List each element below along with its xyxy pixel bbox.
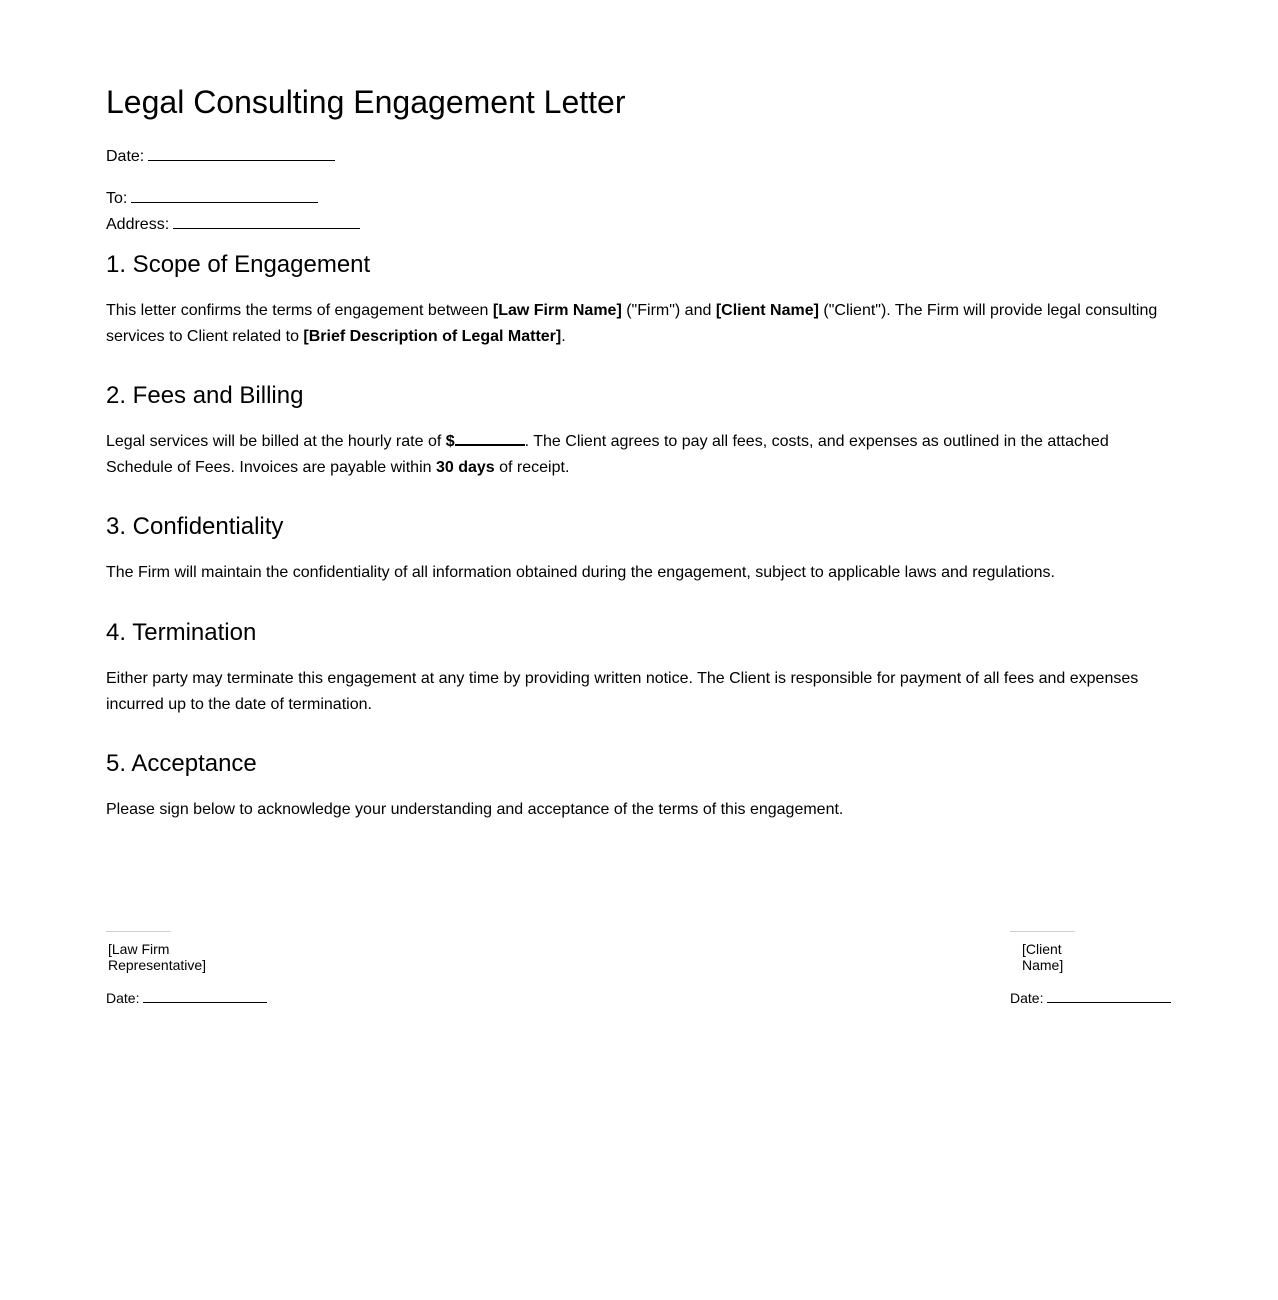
legal-matter-placeholder: [Brief Description of Legal Matter] xyxy=(303,328,562,345)
section-heading-termination: 4. Termination xyxy=(106,619,257,646)
hourly-rate-blank[interactable] xyxy=(455,430,525,446)
section-heading-confidentiality: 3. Confidentiality xyxy=(106,513,284,540)
text: of receipt. xyxy=(494,459,570,476)
section-body-termination: Either party may terminate this engagement at any time by providing written notice. The Client is responsible for payment of all fees and expenses incurred up to the date of termination. xyxy=(106,670,1139,713)
section-body-acceptance: Please sign below to acknowledge your understanding and acceptance of the terms of this engagement. xyxy=(106,801,844,818)
signature-date-label: Date: xyxy=(106,990,140,1006)
signature-date-label: Date: xyxy=(1010,990,1044,1006)
text: Legal services will be billed at the hourly rate of xyxy=(106,433,446,450)
text: . xyxy=(561,328,566,345)
section-heading-scope: 1. Scope of Engagement xyxy=(106,251,371,278)
text: ("Firm") and xyxy=(621,302,716,319)
address-field-label: Address: xyxy=(106,216,170,233)
signature-line[interactable] xyxy=(1010,931,1075,932)
date-field-label: Date: xyxy=(106,148,145,165)
address-field-blank[interactable] xyxy=(173,213,360,229)
section-heading-acceptance: 5. Acceptance xyxy=(106,750,257,777)
signature-date-blank[interactable] xyxy=(1047,989,1171,1003)
signatory-name: [Law Firm Representative] xyxy=(108,941,207,973)
section-body-fees xyxy=(106,429,1166,481)
client-name-placeholder: [Client Name] xyxy=(715,302,819,319)
date-field-row xyxy=(106,145,335,167)
signature-date-row xyxy=(106,989,276,1006)
section-heading-fees: 2. Fees and Billing xyxy=(106,382,304,409)
signature-date-row xyxy=(1010,989,1180,1006)
payment-terms: 30 days xyxy=(435,459,495,476)
text: This letter confirms the terms of engagement between xyxy=(106,302,493,319)
signature-date-blank[interactable] xyxy=(143,989,267,1003)
signatory-name: [Client Name] xyxy=(1022,941,1064,973)
text: . The Client agrees to pay all fees, costs, and expenses as outlined in the attached Schedule of Fees. Invoices are payable within xyxy=(106,433,1109,476)
signature-line[interactable] xyxy=(106,931,171,932)
section-body-scope xyxy=(106,298,1166,350)
section-body-confidentiality: The Firm will maintain the confidentiality of all information obtained during the engagement, subject to applicable laws and regulations. xyxy=(106,564,1055,581)
currency-symbol: $ xyxy=(445,433,455,450)
signature-block-firm xyxy=(106,931,276,1006)
address-field-row xyxy=(106,213,360,235)
to-field-label: To: xyxy=(106,190,128,207)
document-title: Legal Consulting Engagement Letter xyxy=(106,84,626,120)
to-field-blank[interactable] xyxy=(131,187,318,203)
to-field-row xyxy=(106,187,318,209)
text: ("Client"). The Firm will provide legal consulting services to Client related to xyxy=(106,302,1158,345)
date-field-blank[interactable] xyxy=(148,145,335,161)
signature-block-client xyxy=(1010,931,1180,1006)
law-firm-name-placeholder: [Law Firm Name] xyxy=(492,302,622,319)
